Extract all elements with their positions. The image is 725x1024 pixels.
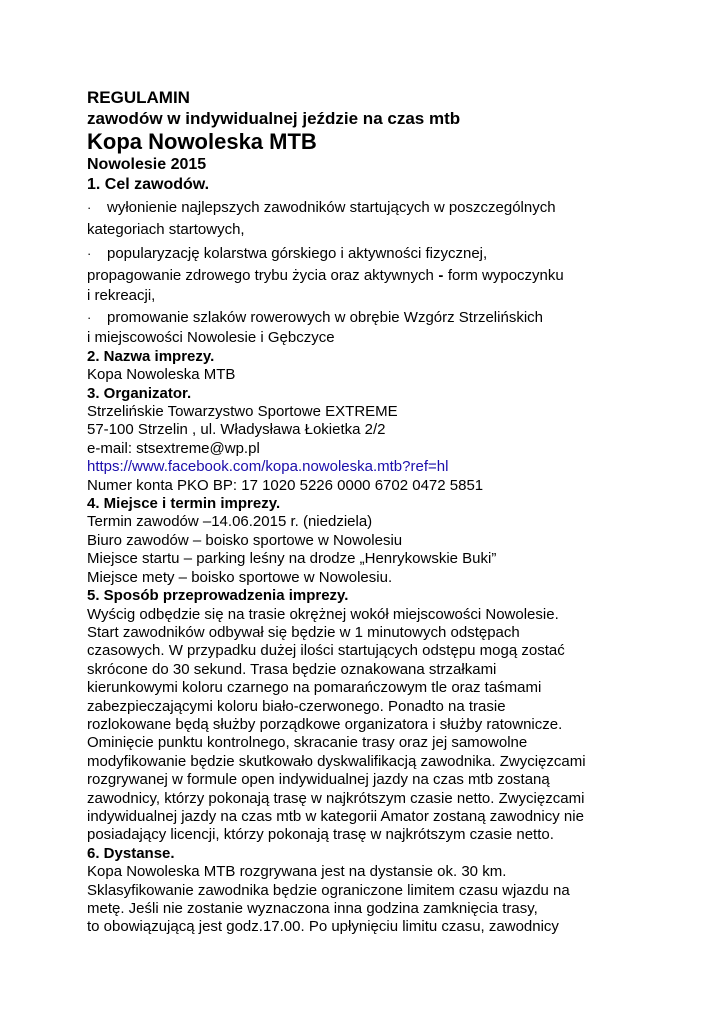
goal-item-3-line2: i miejscowości Nowolesie i Gębczyce xyxy=(87,329,335,347)
paragraph-line: modyfikowanie będzie skutkowało dyskwalifikacją zawodnika. Zwycięzcami xyxy=(87,752,586,770)
paragraph-line: metę. Jeśli nie zostanie wyznaczona inna godzina zamknięcia trasy, xyxy=(87,900,538,917)
paragraph-line: posiadający licencji, którzy pokonają trasę w najkrótszym czasie netto. xyxy=(87,826,554,844)
goal-item-2-cont xyxy=(87,265,647,287)
document-page xyxy=(87,87,647,937)
goal-item-2-line2b: form wypoczynku xyxy=(447,267,564,284)
paragraph-line: czasowych. W przypadku dużej ilości startujących odstępu mogą zostać xyxy=(87,642,565,660)
organizer-name: Strzelińskie Towarzystwo Sportowe EXTREME xyxy=(87,403,398,421)
event-date: Termin zawodów –14.06.2015 r. (niedziela) xyxy=(87,513,373,531)
paragraph-line: rozlokowane będą służby porządkowe organizatora i służby ratownicze. xyxy=(87,715,563,733)
place-year: Nowolesie 2015 xyxy=(87,156,207,173)
start-location: Miejsce startu – parking leśny na drodze „Henrykowskie Buki” xyxy=(87,550,497,568)
goal-item-2-line3: i rekreacji, xyxy=(87,287,156,304)
paragraph-line: skrócone do 30 sekund. Trasa będzie oznakowana strzałkami xyxy=(87,660,497,678)
goal-item-1-line1: wyłonienie najlepszych zawodników startujących w poszczególnych xyxy=(107,199,556,216)
paragraph-line: zabezpieczającymi koloru biało-czerwonego. Ponadto na trasie xyxy=(87,697,506,715)
event-name: Kopa Nowoleska MTB xyxy=(87,366,236,384)
goal-item-1-line2: kategoriach startowych, xyxy=(87,221,245,238)
paragraph-line: indywidualnej jazdy na czas mtb w kategorii Amator zostaną zawodnicy nie xyxy=(87,807,584,825)
document-title: Kopa Nowoleska MTB xyxy=(87,129,317,154)
section-2-heading: 2. Nazwa imprezy. xyxy=(87,347,215,365)
paragraph-line: kierunkowymi koloru czarnego na pomarańczowym tle oraz taśmami xyxy=(87,679,542,697)
goal-item-2-line1: popularyzację kolarstwa górskiego i aktywności fizycznej, xyxy=(107,245,488,262)
organizer-email: e-mail: stsextreme@wp.pl xyxy=(87,439,260,457)
bullet-icon: · xyxy=(87,200,92,215)
paragraph-line: rozgrywanej w formule open indywidualnej jazdy na czas mtb zostaną xyxy=(87,771,550,789)
finish-location: Miejsce mety – boisko sportowe w Nowolesiu. xyxy=(87,568,393,586)
paragraph-line: zawodnicy, którzy pokonają trasę w najkrótszym czasie netto. Zwycięzcami xyxy=(87,789,585,807)
regulamin-heading: REGULAMIN xyxy=(87,88,190,107)
dash-mark: - xyxy=(438,267,444,284)
goal-item-3 xyxy=(87,307,647,329)
paragraph-line: Ominięcie punktu kontrolnego, skracanie trasy oraz jej samowolne xyxy=(87,734,528,752)
goal-item-2-line2a: propagowanie zdrowego trybu życia oraz aktywnych xyxy=(87,267,434,284)
goal-item-2 xyxy=(87,243,647,265)
bullet-icon: · xyxy=(87,246,92,261)
facebook-link[interactable]: https://www.facebook.com/kopa.nowoleska.mtb?ref=hl xyxy=(87,458,449,476)
paragraph-line: to obowiązującą jest godz.17.00. Po upłynięciu limitu czasu, zawodnicy xyxy=(87,918,559,936)
section-5-heading: 5. Sposób przeprowadzenia imprezy. xyxy=(87,587,349,605)
bullet-icon: · xyxy=(87,310,92,326)
goal-item-3-line1: promowanie szlaków rowerowych w obrębie Wzgórz Strzelińskich xyxy=(107,309,543,327)
section-4-heading: 4. Miejsce i termin imprezy. xyxy=(87,495,281,513)
event-office: Biuro zawodów – boisko sportowe w Nowolesiu xyxy=(87,531,403,549)
goal-item-1-cont xyxy=(87,219,647,241)
organizer-address: 57-100 Strzelin , ul. Władysława Łokietka 2/2 xyxy=(87,421,386,439)
section-6-heading: 6. Dystanse. xyxy=(87,844,175,862)
paragraph-line: Sklasyfikowanie zawodnika będzie ograniczone limitem czasu wjazdu na xyxy=(87,881,570,899)
paragraph-line: Kopa Nowoleska MTB rozgrywana jest na dystansie ok. 30 km. xyxy=(87,863,507,881)
bank-account: Numer konta PKO BP: 17 1020 5226 0000 6702 0472 5851 xyxy=(87,476,484,494)
document-subtitle: zawodów w indywidualnej jeździe na czas mtb xyxy=(87,109,461,128)
paragraph-line: Wyścig odbędzie się na trasie okrężnej wokół miejscowości Nowolesie. xyxy=(87,605,559,623)
section-3-heading: 3. Organizator. xyxy=(87,384,192,402)
section-1-heading: 1. Cel zawodów. xyxy=(87,176,210,193)
paragraph-line: Start zawodników odbywał się będzie w 1 minutowych odstępach xyxy=(87,623,520,641)
goal-item-1 xyxy=(87,197,647,219)
